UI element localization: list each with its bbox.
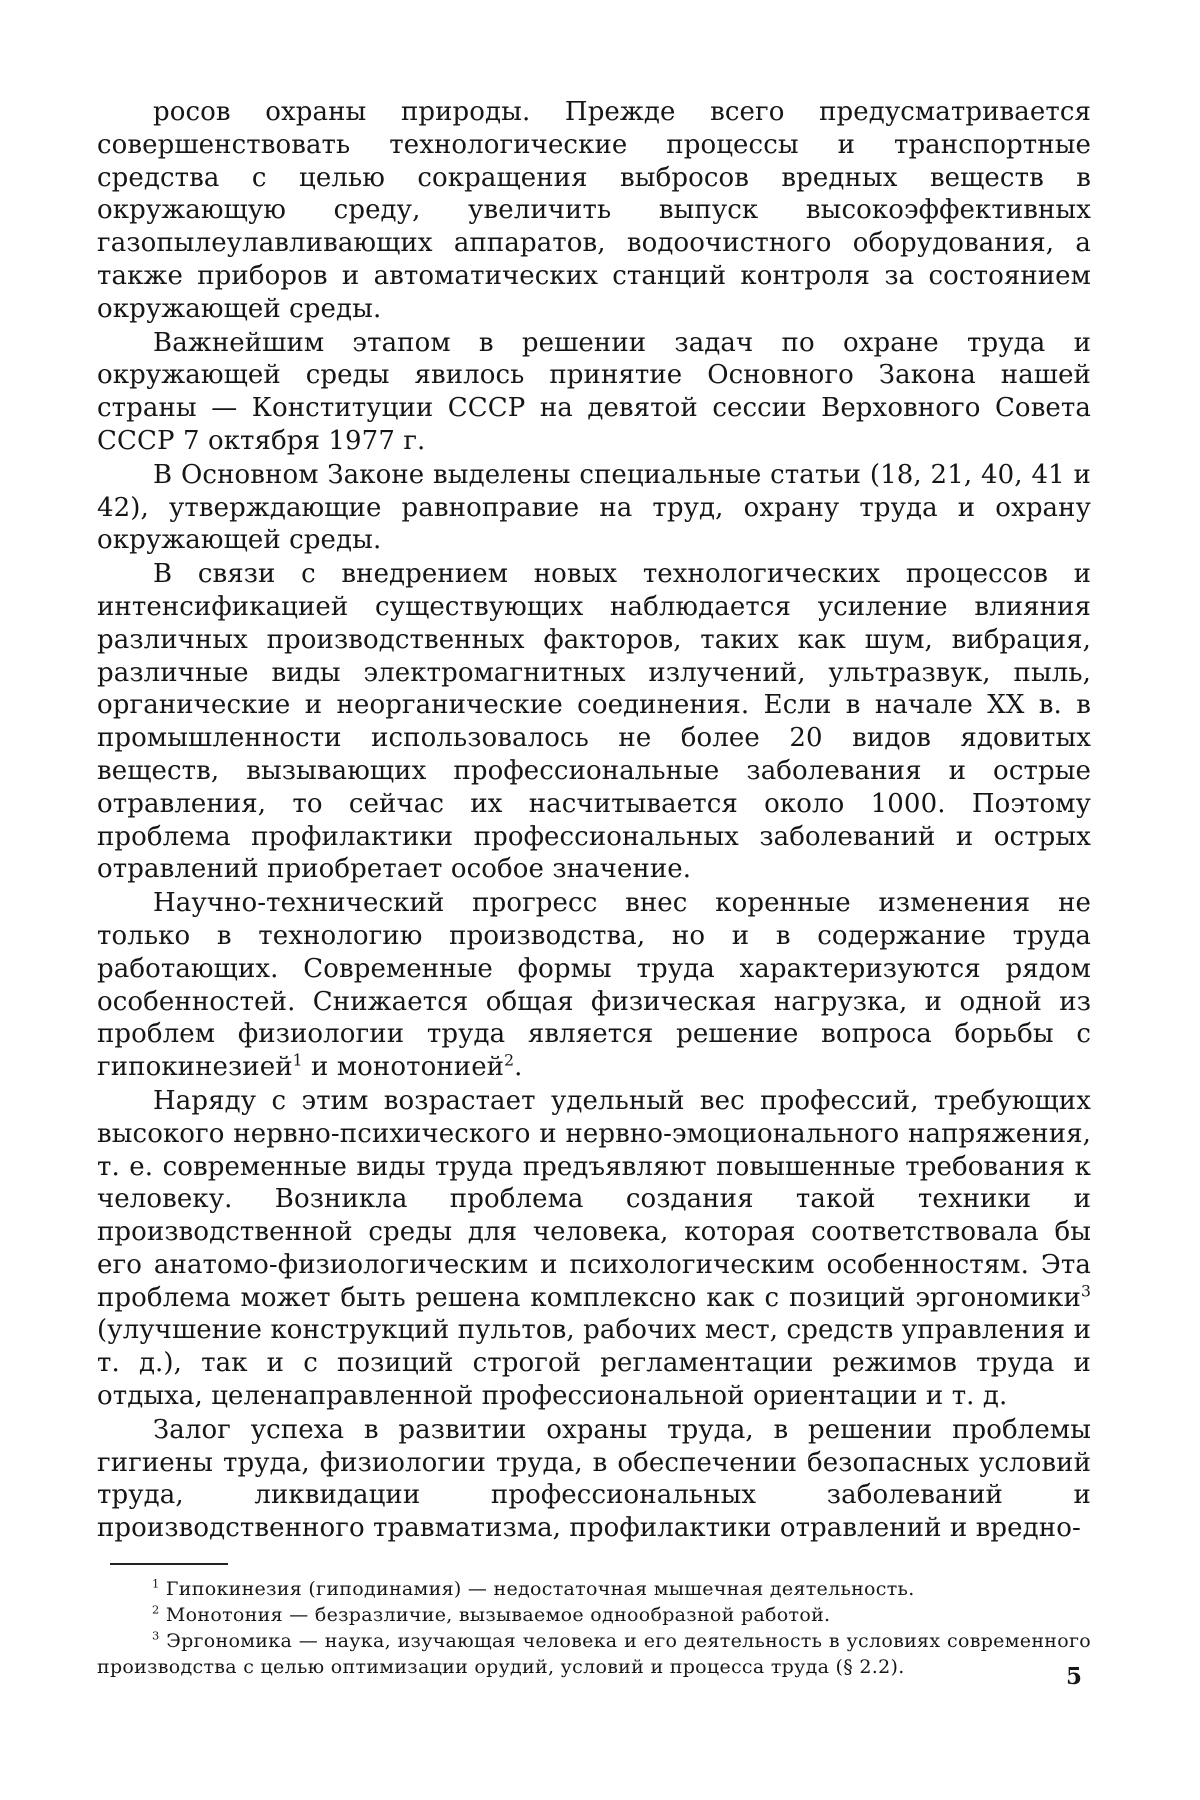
footnote-2: [97, 1602, 1091, 1628]
footnote-ref-2: 2: [504, 1051, 514, 1069]
paragraph-6: [97, 1085, 1091, 1413]
footnote-2-mark: 2: [152, 1603, 160, 1617]
page-number: 5: [1066, 1663, 1082, 1690]
footnote-2-text: Монотония — безразличие, вызываемое однообразной работой.: [160, 1604, 831, 1626]
footnote-3-text: Эргономика — наука, изучающая человека и его деятельность в условиях современного производства с целью оптимизации орудий, условий и процесса труда (§ 2.2).: [97, 1630, 1091, 1678]
paragraph-4: В связи с внедрением новых технологических процессов и интенсификацией существующих наблюдается усиление влияния различных производственных факторов, таких как шум, вибрация, различные виды электромагнитных излучений, ультразвук, пыль, органические и неорганические соединения. Если в начале XX в. в промышленности использовалось не более 20 видов ядовитых веществ, вызывающих профессиональные заболевания и острые отравления, то сейчас их насчитывается около 1000. Поэтому проблема профилактики профессиональных заболеваний и острых отравлений приобретает особое значение.: [97, 558, 1091, 886]
paragraph-1: росов охраны природы. Прежде всего предусматривается совершенствовать технологические процессы и транспортные средства с целью сокращения выбросов вредных веществ в окружающую среду, увеличить выпуск высокоэффективных газопылеулавливающих аппаратов, водоочистного оборудования, а также приборов и автоматических станций контроля за состоянием окружающей среды.: [97, 96, 1091, 326]
paragraph-3: В Основном Законе выделены специальные статьи (18, 21, 40, 41 и 42), утверждающие равноправие на труд, охрану труда и охрану окружающей среды.: [97, 459, 1091, 557]
footnote-divider: [110, 1563, 228, 1565]
paragraph-6-end: (улучшение конструкций пультов, рабочих мест, средств управления и т. д.), так и с позиций строгой регламентации режимов труда и отдыха, целенаправленной профессиональной ориентации и т. д.: [97, 1315, 1091, 1411]
footnote-3: [97, 1628, 1091, 1680]
paragraph-5: [97, 887, 1091, 1084]
paragraph-5-mid: и монотонией: [303, 1052, 504, 1082]
footnote-1: [97, 1576, 1091, 1602]
paragraph-5-text: Научно-технический прогресс внес коренные изменения не только в технологию производства, но и в содержание труда работающих. Современные формы труда характеризуются рядом особенностей. Снижается общая физическая нагрузка, и одной из проблем физиологии труда является решение вопроса борьбы с гипокинезией: [97, 888, 1091, 1082]
footnote-ref-3: 3: [1081, 1282, 1091, 1300]
page-body: [97, 96, 1091, 1680]
paragraph-5-end: .: [514, 1052, 522, 1082]
footnote-ref-1: 1: [293, 1051, 303, 1069]
paragraph-2: Важнейшим этапом в решении задач по охране труда и окружающей среды явилось принятие Основного Закона нашей страны — Конституции СССР на девятой сессии Верховного Совета СССР 7 октября 1977 г.: [97, 327, 1091, 458]
paragraph-6-start: Наряду с этим возрастает удельный вес профессий, требующих высокого нервно-психического и нервно-эмоционального напряжения, т. е. современные виды труда предъявляют повышенные требования к человеку. Возникла проблема создания такой техники и производственной среды для человека, которая соответствовала бы его анатомо-физиологическим и психологическим особенностям. Эта проблема может быть решена комплексно как с позиций эргономики: [97, 1086, 1091, 1313]
footnote-3-mark: 3: [152, 1629, 160, 1643]
footnote-1-text: Гипокинезия (гиподинамия) — недостаточная мышечная деятельность.: [160, 1578, 915, 1600]
footnote-1-mark: 1: [152, 1577, 160, 1591]
paragraph-7: Залог успеха в развитии охраны труда, в решении проблемы гигиены труда, физиологии труда, в обеспечении безопасных условий труда, ликвидации профессиональных заболеваний и производственного травматизма, профилактики отравлений и вредно-: [97, 1414, 1091, 1545]
